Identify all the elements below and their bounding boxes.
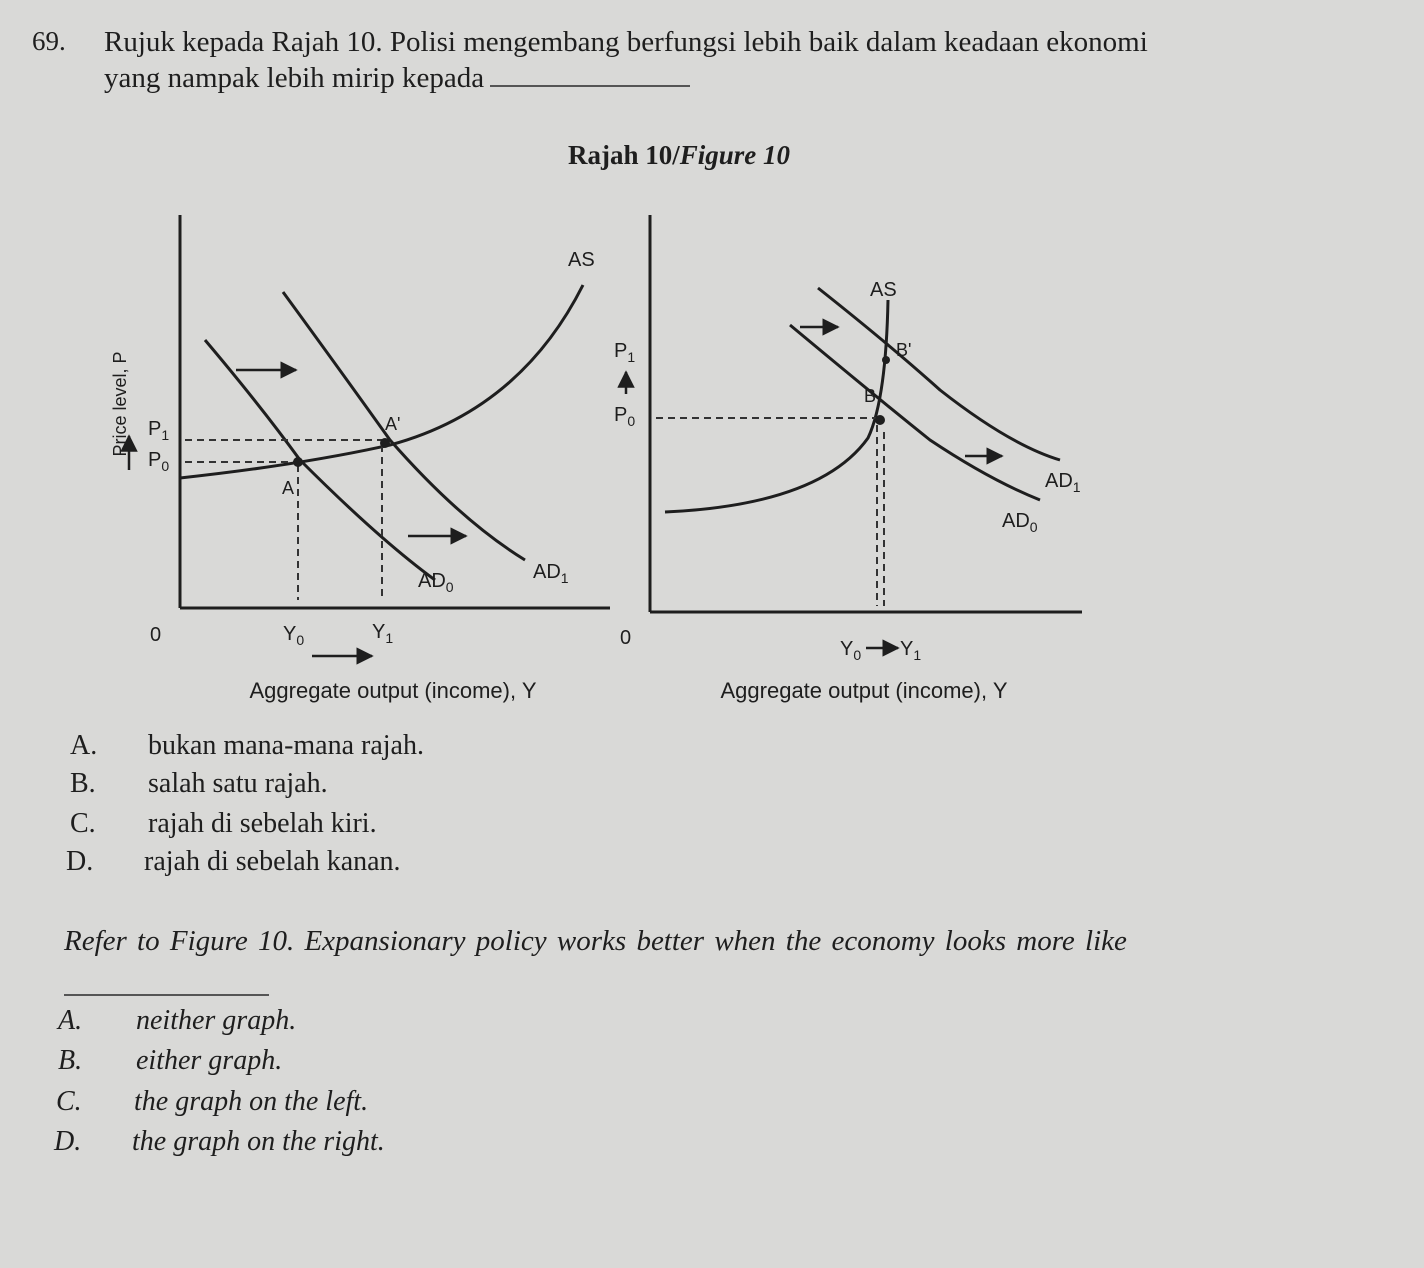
left-a-label: A: [282, 478, 295, 498]
left-point-a: [293, 457, 303, 467]
english-option-b[interactable]: B. either graph.: [58, 1045, 283, 1076]
english-option-d[interactable]: D. the graph on the right.: [54, 1126, 385, 1157]
right-origin-label: 0: [620, 627, 632, 649]
right-b-prime-label: B': [896, 340, 912, 360]
right-point-b: [875, 415, 885, 425]
right-b-label: B: [864, 386, 877, 406]
left-y0-label: $Y_0$: [283, 623, 305, 648]
left-y1-label: $Y_1$: [372, 621, 394, 646]
left-y-axis-title: Price level, P: [110, 351, 130, 457]
right-p0-label: $P_0$: [614, 404, 636, 429]
left-ad1-label: $AD_1$: [533, 561, 569, 586]
left-a-prime-label: A': [385, 414, 401, 434]
right-point-b-prime: [882, 356, 890, 364]
left-as-label: AS: [568, 249, 595, 271]
left-p0-label: $P_0$: [148, 449, 170, 474]
malay-option-c[interactable]: C. rajah di sebelah kiri.: [70, 808, 377, 839]
english-option-c[interactable]: C. the graph on the left.: [56, 1086, 369, 1117]
left-point-a-prime: [380, 438, 390, 448]
left-p1-label: $P_1$: [148, 418, 170, 443]
right-as-label: AS: [870, 279, 897, 301]
figure-caption-english: Figure 10: [679, 140, 791, 170]
english-option-a[interactable]: A. neither graph.: [58, 1005, 297, 1036]
right-p1-label: $P_1$: [614, 340, 636, 365]
right-y1-label: $Y_1$: [900, 638, 922, 663]
malay-option-d[interactable]: D. rajah di sebelah kanan.: [66, 846, 401, 877]
figure-caption-malay: Rajah 10/: [568, 140, 680, 170]
question-number: 69.: [32, 26, 66, 56]
left-ad1-curve: [283, 292, 525, 560]
right-x-axis-title: Aggregate output (income), Y: [720, 678, 1008, 703]
right-graph: [614, 215, 1082, 703]
left-x-axis-title: Aggregate output (income), Y: [249, 678, 537, 703]
right-ad0-label: $AD_0$: [1002, 510, 1038, 535]
question-malay-line1: Rujuk kepada Rajah 10. Polisi mengembang berfungsi lebih baik dalam keadaan ekonomi: [104, 26, 1148, 58]
question-malay-line2: yang nampak lebih mirip kepada: [104, 62, 485, 94]
question-english: Refer to Figure 10. Expansionary policy works better when the economy looks more like: [64, 925, 1127, 957]
left-graph: [110, 215, 610, 703]
malay-option-a[interactable]: A. bukan mana-mana rajah.: [70, 730, 424, 761]
right-as-curve: [665, 300, 888, 512]
left-ad0-label: $AD_0$: [418, 570, 454, 595]
right-ad1-label: $AD_1$: [1045, 470, 1081, 495]
right-ad1-curve: [818, 288, 1060, 460]
malay-option-b[interactable]: B. salah satu rajah.: [70, 768, 328, 799]
left-origin-label: 0: [150, 624, 162, 646]
right-y0-label: $Y_0$: [840, 638, 862, 663]
answer-blank-english: [64, 980, 269, 996]
